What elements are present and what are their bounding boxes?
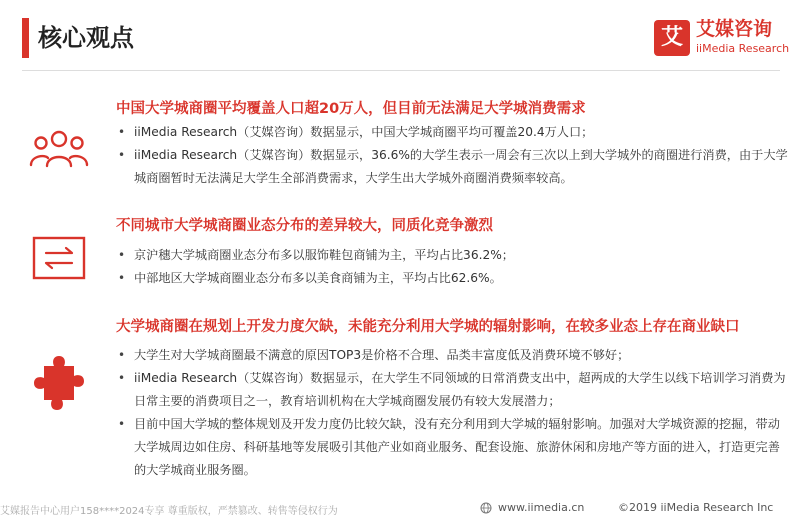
- page-title: 核心观点: [38, 24, 134, 52]
- list-item: • 大学生对大学城商圈最不满意的原因TOP3是价格不合理、品类丰富度低及消费环境不够好；: [116, 344, 788, 367]
- exchange-arrows-icon: [32, 236, 86, 280]
- section-heading: 中国大学城商圈平均覆盖人口超20万人，但目前无法满足大学城消费需求: [116, 101, 586, 117]
- website-link[interactable]: www.iimedia.cn: [498, 501, 585, 514]
- list-item: • 目前中国大学城的整体规划及开发力度仍比较欠缺，没有充分利用到大学城的辐射影响。加强对大学城资源的挖掘，带动大学城周边如住房、科研基地等发展吸引其他产业如商业服务、配套设施、旅游休闲和房地产等方面的进入，打造更完善的大学城商业服务圈。: [116, 413, 788, 482]
- list-item: • iiMedia Research（艾媒咨询）数据显示，中国大学城商圈平均可覆盖20.4万人口；: [116, 121, 788, 144]
- bullet-list: [116, 244, 788, 290]
- list-item: • 中部地区大学城商圈业态分布多以美食商铺为主，平均占比62.6%。: [116, 267, 788, 290]
- list-item: • 京沪穗大学城商圈业态分布多以服饰鞋包商铺为主，平均占比36.2%；: [116, 244, 788, 267]
- bullet-list: [116, 344, 788, 482]
- header-divider: [22, 70, 780, 71]
- title-accent-bar: [22, 18, 29, 58]
- list-item: • iiMedia Research（艾媒咨询）数据显示，在大学生不同领域的日常消费支出中，超两成的大学生以线下培训学习消费为日常主要的消费项目之一，教育培训机构在大学城商圈发展仍有较大发展潜力；: [116, 367, 788, 413]
- logo-text-en: iiMedia Research: [696, 42, 790, 55]
- footer-watermark: 艾媒报告中心用户158****2024专享 尊重版权，严禁篡改、转售等侵权行为: [0, 506, 338, 517]
- puzzle-icon: [26, 350, 90, 414]
- section-heading: 不同城市大学城商圈业态分布的差异较大，同质化竞争激烈: [116, 218, 493, 234]
- globe-icon: [480, 502, 492, 514]
- section-heading: 大学城商圈在规划上开发力度欠缺，未能充分利用大学城的辐射影响，在较多业态上存在商业缺口: [116, 319, 740, 335]
- footer-website[interactable]: [480, 501, 584, 514]
- people-icon: [28, 128, 90, 170]
- bullet-list: [116, 121, 788, 190]
- brand-logo: [654, 14, 794, 64]
- logo-mark-icon: 艾: [654, 20, 690, 56]
- footer-copyright: ©2019 iiMedia Research Inc: [618, 501, 774, 514]
- logo-text-cn: 艾媒咨询: [696, 18, 773, 40]
- list-item: • iiMedia Research（艾媒咨询）数据显示，36.6%的大学生表示一周会有三次以上到大学城外的商圈进行消费，由于大学城商圈暂时无法满足大学生全部消费需求，大学生出大学城外商圈消费频率较高。: [116, 144, 788, 190]
